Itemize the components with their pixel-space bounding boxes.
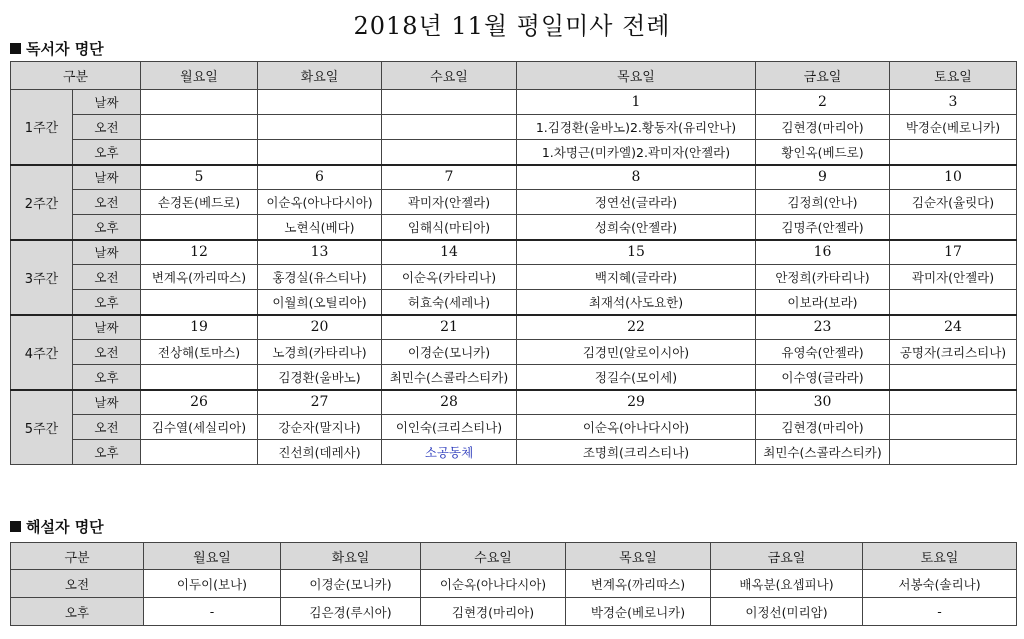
commentator-cell: 이두이(보나) [144, 570, 281, 598]
header-tuesday: 화요일 [281, 543, 421, 570]
week-label: 3주간 [11, 240, 73, 315]
week-label: 2주간 [11, 165, 73, 240]
reader-cell: 1.차명근(미카엘)2.곽미자(안젤라) [517, 140, 756, 165]
reader-cell [141, 115, 258, 140]
reader-cell: 이수영(글라라) [756, 365, 890, 390]
reader-cell [890, 215, 1017, 240]
date-cell: 28 [382, 390, 517, 415]
week-row [11, 390, 1017, 415]
reader-cell [141, 440, 258, 465]
reader-cell: 박경순(베로니카) [890, 115, 1017, 140]
reader-cell [141, 290, 258, 315]
reader-cell [141, 215, 258, 240]
date-cell [141, 90, 258, 115]
reader-cell: 이인숙(크리스티나) [382, 415, 517, 440]
reader-cell [890, 290, 1017, 315]
week-row [11, 340, 1017, 365]
date-cell: 29 [517, 390, 756, 415]
date-cell [382, 90, 517, 115]
commentator-cell: 변계옥(까리따스) [566, 570, 711, 598]
row-label-pm: 오후 [73, 365, 141, 390]
commentator-cell: 이경순(모니카) [281, 570, 421, 598]
week-row [11, 90, 1017, 115]
week-row [11, 315, 1017, 340]
commentator-cell: 박경순(베로니카) [566, 598, 711, 626]
reader-cell: 최민수(스콜라스티카) [756, 440, 890, 465]
page-title: 2018년 11월 평일미사 전례 [353, 12, 671, 40]
week-row [11, 190, 1017, 215]
square-bullet-icon [10, 43, 21, 54]
reader-cell [890, 365, 1017, 390]
reader-cell: 최민수(스콜라스티카) [382, 365, 517, 390]
reader-cell: 이순옥(아나다시아) [517, 415, 756, 440]
date-cell [890, 390, 1017, 415]
row-label-date: 날짜 [73, 390, 141, 415]
header-category: 구분 [11, 543, 144, 570]
week-row [11, 240, 1017, 265]
header-monday: 월요일 [144, 543, 281, 570]
date-cell: 6 [258, 165, 382, 190]
week-row [11, 215, 1017, 240]
commentator-cell: 배옥분(요셉피나) [711, 570, 863, 598]
week-row [11, 365, 1017, 390]
readers-table-body [11, 90, 1017, 465]
date-cell: 26 [141, 390, 258, 415]
date-cell: 15 [517, 240, 756, 265]
week-row [11, 290, 1017, 315]
reader-cell: 정연선(글라라) [517, 190, 756, 215]
reader-cell: 성희숙(안젤라) [517, 215, 756, 240]
commentator-cell: 김현경(마리아) [421, 598, 566, 626]
week-label: 1주간 [11, 90, 73, 165]
reader-cell: 김경민(알로이시아) [517, 340, 756, 365]
reader-cell [382, 115, 517, 140]
reader-cell: 김수열(세실리아) [141, 415, 258, 440]
row-label-am: 오전 [73, 190, 141, 215]
commentator-cell: - [863, 598, 1017, 626]
date-cell: 12 [141, 240, 258, 265]
reader-cell: 홍경실(유스티나) [258, 265, 382, 290]
reader-cell: 김명주(안젤라) [756, 215, 890, 240]
reader-cell [890, 415, 1017, 440]
date-cell: 22 [517, 315, 756, 340]
row-label: 오후 [11, 598, 144, 626]
reader-cell: 백지혜(글라라) [517, 265, 756, 290]
date-cell: 2 [756, 90, 890, 115]
reader-cell: 진선희(데레사) [258, 440, 382, 465]
date-cell: 1 [517, 90, 756, 115]
week-row [11, 440, 1017, 465]
reader-cell: 이순옥(아나다시아) [258, 190, 382, 215]
row-label: 오전 [11, 570, 144, 598]
date-cell: 17 [890, 240, 1017, 265]
date-cell: 21 [382, 315, 517, 340]
reader-cell: 전상해(토마스) [141, 340, 258, 365]
date-cell: 27 [258, 390, 382, 415]
reader-cell: 허효숙(세레나) [382, 290, 517, 315]
reader-cell: 공명자(크리스티나) [890, 340, 1017, 365]
row-label-am: 오전 [73, 415, 141, 440]
reader-cell [382, 140, 517, 165]
reader-cell [141, 140, 258, 165]
reader-cell: 노경희(카타리나) [258, 340, 382, 365]
date-cell: 23 [756, 315, 890, 340]
reader-cell: 이보라(보라) [756, 290, 890, 315]
date-cell: 30 [756, 390, 890, 415]
header-saturday: 토요일 [863, 543, 1017, 570]
reader-cell: 유영숙(안젤라) [756, 340, 890, 365]
reader-cell: 황인옥(베드로) [756, 140, 890, 165]
row-label-date: 날짜 [73, 240, 141, 265]
row-label-am: 오전 [73, 265, 141, 290]
header-category: 구분 [11, 62, 141, 90]
header-wednesday: 수요일 [382, 62, 517, 90]
date-cell: 20 [258, 315, 382, 340]
commentators-table-body [11, 570, 1017, 626]
reader-cell [141, 365, 258, 390]
reader-cell [890, 140, 1017, 165]
commentators-section-title: 해설자 명단 [10, 516, 104, 537]
reader-cell: 강순자(말지나) [258, 415, 382, 440]
reader-cell [258, 115, 382, 140]
date-cell: 7 [382, 165, 517, 190]
row-label-pm: 오후 [73, 215, 141, 240]
header-monday: 월요일 [141, 62, 258, 90]
row-label-date: 날짜 [73, 90, 141, 115]
reader-cell: 이순옥(카타리나) [382, 265, 517, 290]
week-row [11, 165, 1017, 190]
row-label-date: 날짜 [73, 165, 141, 190]
readers-section-title: 독서자 명단 [10, 38, 104, 59]
date-cell [258, 90, 382, 115]
reader-cell: 곽미자(안젤라) [890, 265, 1017, 290]
header-wednesday: 수요일 [421, 543, 566, 570]
row-label-pm: 오후 [73, 140, 141, 165]
reader-cell [890, 440, 1017, 465]
date-cell: 8 [517, 165, 756, 190]
commentator-cell: 김은경(루시아) [281, 598, 421, 626]
readers-table [10, 61, 1017, 465]
week-row [11, 140, 1017, 165]
reader-cell: 소공동체 [382, 440, 517, 465]
reader-cell: 김경환(울바노) [258, 365, 382, 390]
reader-cell: 김현경(마리아) [756, 115, 890, 140]
date-cell: 10 [890, 165, 1017, 190]
reader-cell: 김현경(마리아) [756, 415, 890, 440]
date-cell: 9 [756, 165, 890, 190]
reader-cell: 임해식(마티아) [382, 215, 517, 240]
header-thursday: 목요일 [566, 543, 711, 570]
header-friday: 금요일 [711, 543, 863, 570]
reader-cell: 노현식(베다) [258, 215, 382, 240]
row-label-am: 오전 [73, 340, 141, 365]
week-row [11, 415, 1017, 440]
reader-cell: 정길수(모이세) [517, 365, 756, 390]
week-row [11, 265, 1017, 290]
reader-cell: 김정희(안나) [756, 190, 890, 215]
header-saturday: 토요일 [890, 62, 1017, 90]
reader-cell: 1.김경환(울바노)2.황동자(유리안나) [517, 115, 756, 140]
date-cell: 5 [141, 165, 258, 190]
date-cell: 13 [258, 240, 382, 265]
row-label-pm: 오후 [73, 290, 141, 315]
row-label-am: 오전 [73, 115, 141, 140]
commentator-row [11, 598, 1017, 626]
row-label-date: 날짜 [73, 315, 141, 340]
commentator-cell: - [144, 598, 281, 626]
date-cell: 3 [890, 90, 1017, 115]
week-row [11, 115, 1017, 140]
header-tuesday: 화요일 [258, 62, 382, 90]
reader-cell: 손경돈(베드로) [141, 190, 258, 215]
reader-cell [258, 140, 382, 165]
week-label: 4주간 [11, 315, 73, 390]
date-cell: 19 [141, 315, 258, 340]
commentator-cell: 서봉숙(솔리나) [863, 570, 1017, 598]
commentator-cell: 이순옥(아나다시아) [421, 570, 566, 598]
header-thursday: 목요일 [517, 62, 756, 90]
reader-cell: 변계옥(까리따스) [141, 265, 258, 290]
reader-cell: 이월희(오틸리아) [258, 290, 382, 315]
reader-cell: 곽미자(안젤라) [382, 190, 517, 215]
reader-cell: 이경순(모니카) [382, 340, 517, 365]
header-friday: 금요일 [756, 62, 890, 90]
commentators-table [10, 542, 1017, 626]
reader-cell: 김순자(율릿다) [890, 190, 1017, 215]
reader-cell: 최재석(사도요한) [517, 290, 756, 315]
week-label: 5주간 [11, 390, 73, 465]
date-cell: 16 [756, 240, 890, 265]
reader-cell: 조명희(크리스티나) [517, 440, 756, 465]
date-cell: 24 [890, 315, 1017, 340]
row-label-pm: 오후 [73, 440, 141, 465]
reader-cell: 안정희(카타리나) [756, 265, 890, 290]
commentator-row [11, 570, 1017, 598]
date-cell: 14 [382, 240, 517, 265]
commentator-cell: 이정선(미리암) [711, 598, 863, 626]
square-bullet-icon [10, 521, 21, 532]
